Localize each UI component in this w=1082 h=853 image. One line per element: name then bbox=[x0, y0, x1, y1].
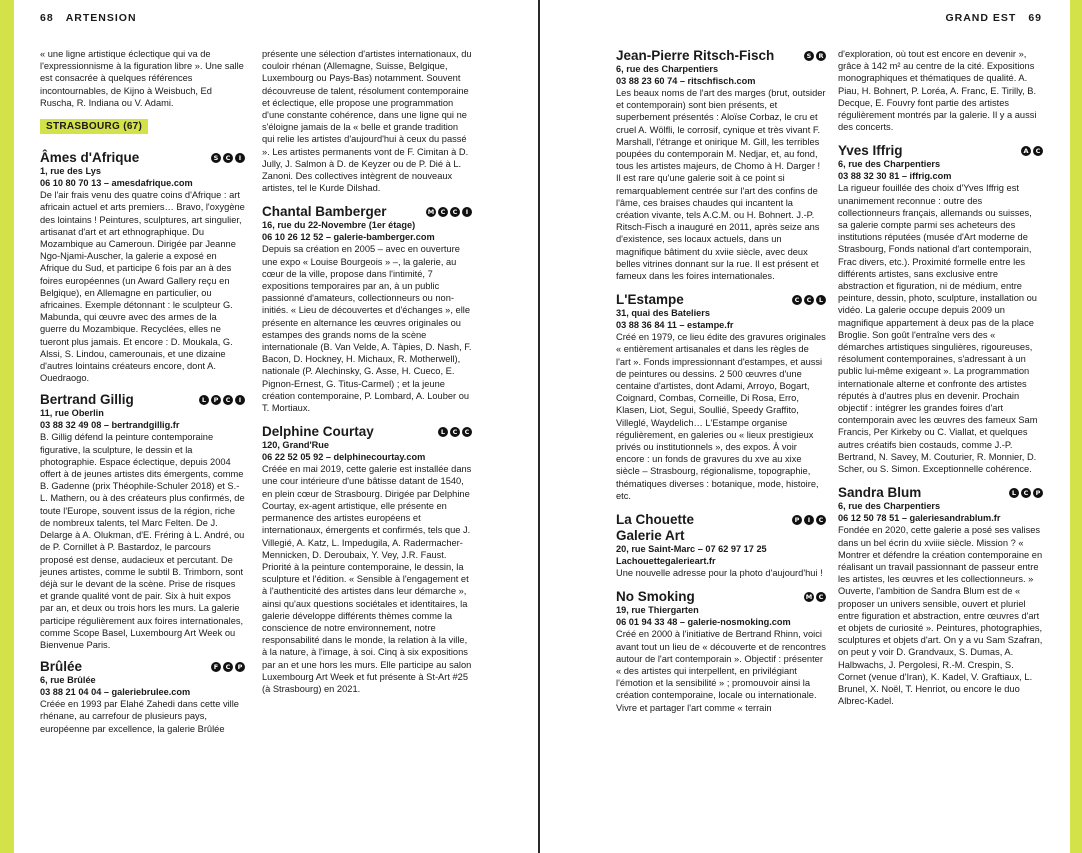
gallery-contact[interactable]: 03 88 36 84 11 – estampe.fr bbox=[616, 319, 734, 330]
sculpture-icon: S bbox=[804, 51, 814, 61]
left-margin-stripe bbox=[0, 0, 14, 853]
gallery-contact[interactable]: 03 88 32 49 08 – bertrandgillig.fr bbox=[40, 419, 180, 430]
raw-art-icon: R bbox=[816, 51, 826, 61]
multiple-icon: M bbox=[427, 208, 435, 217]
gallery-name-line-1: La Chouette bbox=[616, 512, 695, 528]
photography-icon: F bbox=[211, 662, 221, 672]
gallery-name: Brûlée bbox=[40, 659, 83, 675]
lithography-icon: L bbox=[816, 295, 826, 305]
gallery-description: De l'air frais venu des quatre coins d'Afrique : art africain actuel et arts premiers… Bravo, l'oxygène des lointains ! Peintures, sculptures, art singulier, artisanat d'art et art ethnographique. Du Mozambique au Cameroun. Dirigée par Jeanne Ngo-Njami-Auscher, la galerie a exposé en Afrique du Sud, et participe 6 fois par an à des foires européennes (un Award Gallery reçu en Belgique), en Allemagne en particulier, ou africaines. Exemple détonnant : le sculpteur G. Mabunda, qui œuvre avec des armes de la guerre du Mozambique. Recyclées, elles ne tueront plus jamais. Et encore : D. Moukala, G. Alssi, S. Lindou, camerounais, et une dizaine d'autres lointains créateurs encore, dont A. Ouedraogo. bbox=[40, 190, 245, 384]
gallery-description: Créé en 1979, ce lieu édite des gravures originales « entièrement artisanales et dans les règles de l'art ». Fonds impressionnant d'estampes, et aussi de peintures ou dessins. 2 500 œuvres d'une centaine d'artistes, dont Adami, Arroyo, Bogart, Coignard, Combas, Corneille, Di Rosa, Erro, Klasen, Liot, Segui, Soullié, Speedy Graffito, Villeglé, Waydelich… L'Estampe organise régulièrement, en galeries ou « lieux prestigieux privés ou institutionnels », des expos. À voir encore : un fonds de gravures du xve au xixe siècle – Strasbourg, régionalisme, topographie, thématiques diverses : botanique, mode, histoire, etc. bbox=[616, 332, 826, 501]
gallery-name: Bertrand Gillig bbox=[40, 392, 134, 408]
gallery-address: 31, quai des Bateliers bbox=[616, 308, 710, 319]
gallery-address: 11, rue Oberlin bbox=[40, 408, 104, 419]
gallery-name: Yves Iffrig bbox=[838, 143, 903, 159]
gallery-contact[interactable]: 06 10 80 70 13 – amesdafrique.com bbox=[40, 177, 193, 188]
gallery-name: Âmes d'Afrique bbox=[40, 150, 140, 166]
ceramics-icon: C bbox=[792, 295, 802, 305]
gallery-description: Créée en 1993 par Elahé Zahedi dans cette ville rhénane, au carrefour de plusieurs pays, européenne par excellence, la galerie Brûlée bbox=[40, 699, 239, 734]
ceramics-icon: C bbox=[438, 207, 448, 217]
gallery-contact[interactable]: Lachouettegalerieart.fr bbox=[616, 555, 716, 566]
category-icons bbox=[426, 207, 472, 217]
installation-icon: I bbox=[804, 515, 814, 525]
gallery-entry bbox=[262, 204, 472, 414]
category-icons bbox=[792, 515, 826, 525]
gallery-address: 20, rue Saint-Marc – 07 62 97 17 25 bbox=[616, 544, 767, 555]
column-1 bbox=[40, 48, 245, 735]
left-running-title: ARTENSION bbox=[65, 12, 137, 24]
ceramics-icon: C bbox=[223, 662, 233, 672]
multiple-icon: M bbox=[805, 593, 813, 602]
gallery-entry bbox=[40, 150, 245, 384]
gallery-address: 6, rue Brûlée bbox=[40, 675, 96, 686]
right-running-title: GRAND EST bbox=[945, 12, 1017, 24]
gallery-entry bbox=[616, 292, 826, 502]
sculpture-icon: S bbox=[211, 153, 221, 163]
gallery-contact[interactable]: 03 88 32 30 81 – iffrig.com bbox=[838, 170, 952, 181]
gallery-name: L'Estampe bbox=[616, 292, 684, 308]
gallery-contact[interactable]: 06 01 94 33 48 – galerie-nosmoking.com bbox=[616, 616, 791, 627]
gallery-name: No Smoking bbox=[616, 589, 695, 605]
left-page-number: 68 bbox=[40, 12, 54, 24]
painting-icon: P bbox=[211, 395, 221, 405]
ceramics-icon: C bbox=[223, 153, 233, 163]
gallery-address: 120, Grand'Rue bbox=[262, 440, 330, 451]
section-heading: STRASBOURG (67) bbox=[40, 119, 148, 134]
continued-text: d'exploration, où tout est encore en devenir », grâce à 142 m² au centre de la cité. Expositions monographiques et thématiques de qualité. A. Piau, H. Bohnert, P. Loréa, A. Franc, E. Tirilly, B. Decque, E. Fouvry font partie des artistes régulièrement montrés par la galerie. Il y a aussi des concerts. bbox=[838, 49, 1037, 133]
category-icons bbox=[1009, 488, 1043, 498]
gallery-address: 1, rue des Lys bbox=[40, 166, 101, 177]
painting-icon: P bbox=[1033, 488, 1043, 498]
category-icons bbox=[211, 662, 245, 672]
column-2 bbox=[262, 48, 472, 695]
gallery-entry bbox=[40, 392, 245, 651]
ceramics-icon: C bbox=[816, 515, 826, 525]
gallery-address: 16, rue du 22-Novembre (1er étage) bbox=[262, 220, 416, 231]
gallery-contact[interactable]: 03 88 23 60 74 – ritschfisch.com bbox=[616, 75, 756, 86]
installation-icon: I bbox=[235, 395, 245, 405]
right-page-number: 69 bbox=[1028, 12, 1042, 24]
ceramics-icon: C bbox=[450, 427, 460, 437]
lithography-icon: L bbox=[199, 395, 209, 405]
right-folio bbox=[945, 12, 1042, 24]
gallery-address: 6, rue des Charpentiers bbox=[838, 159, 941, 170]
gallery-name: Chantal Bamberger bbox=[262, 204, 387, 220]
gallery-description: Les beaux noms de l'art des marges (brut, outsider et contemporain) sont bien présents, et superbement présentés : Aloïse Corbaz, le cru et cruel A. Wölfli, le corrosif, cynique et très vivant F. Marshall, l'étrange et onirique M. Gill, les terribles poupées du contemporain M. Nedjar, et, au fond, tous les artistes majeurs, de Chomo à H. Darger ! Il est rare qu'une galerie soit à ce point si remarquablement centrée sur l'art des confins de l'âme, ces braises chaudes qui incantent la création vivante, tels A.C.M. ou H. Bohnert. J.-P. Ritsch-Fisch a inauguré en 2011, après seize ans d'existence, ses locaux actuels, dans un magnifique bâtiment du xviie siècle, avec deux belles vitrines donnant sur la rue. Il est présent et fameux dans les foires internationales. bbox=[616, 88, 826, 282]
right-margin-stripe bbox=[1070, 0, 1082, 853]
left-folio bbox=[40, 12, 137, 24]
ceramics-icon: C bbox=[1021, 488, 1031, 498]
book-gutter bbox=[538, 0, 540, 853]
gallery-description: Une nouvelle adresse pour la photo d'aujourd'hui ! bbox=[616, 568, 823, 579]
installation-icon: I bbox=[462, 207, 472, 217]
abstract-art-icon: A bbox=[1021, 146, 1031, 156]
collage-icon: C bbox=[804, 295, 814, 305]
collage-icon: C bbox=[450, 207, 460, 217]
category-icons bbox=[211, 153, 245, 163]
gallery-name: Delphine Courtay bbox=[262, 424, 374, 440]
ceramics-icon: C bbox=[223, 395, 233, 405]
column-3 bbox=[616, 48, 826, 714]
collage-icon: C bbox=[462, 427, 472, 437]
gallery-description: Créé en 2000 à l'initiative de Bertrand Rhinn, voici avant tout un lieu de « découverte et de rencontres autour de l'art contemporain ». Objectif : présenter « des artistes qui interpellent, en privilégiant l'émotion et la sensibilité » ; promouvoir ainsi la création contemporaine, locale ou internationale. Vivre et partager l'art comme « terrain bbox=[616, 629, 826, 713]
lithography-icon: L bbox=[438, 427, 448, 437]
ceramics-icon: C bbox=[816, 592, 826, 602]
category-icons bbox=[792, 295, 826, 305]
gallery-entry bbox=[838, 143, 1043, 475]
gallery-entry bbox=[616, 48, 826, 282]
gallery-address: 6, rue des Charpentiers bbox=[616, 64, 719, 74]
ceramics-icon: C bbox=[1033, 146, 1043, 156]
category-icons bbox=[199, 395, 245, 405]
gallery-entry bbox=[616, 589, 826, 713]
gallery-contact[interactable]: 03 88 21 04 04 – galeriebrulee.com bbox=[40, 686, 191, 697]
gallery-contact[interactable]: 06 22 52 05 92 – delphinecourtay.com bbox=[262, 451, 426, 462]
category-icons bbox=[804, 592, 826, 602]
gallery-description: La rigueur fouillée des choix d'Yves Iffrig est unanimement reconnue : outre des collectionneurs français, allemands ou suisses, sa galerie compte parmi ses acheteurs des institutions réputées (musée d'Art moderne de Strasbourg, Fonds national d'art contemporain, Frac divers, etc.). Proximité formelle entre les différents artistes, sans exclusive entre abstraction et figuration, ni de médium, entre peinture, dessin, photo, sculpture, installation ou vidéo. La galerie occupe depuis 2009 un magnifique appartement à deux pas de la place Broglie. Son goût l'entraîne vers des « démarches artistiques singulières, rigoureuses, résolument contemporaines, s'adressant à un public lui-même exigeant ». La programmation internationale alterne et confronte des artistes réputés à d'autres plus en devenir. Prochain objectif : intégrer les grandes foires d'art contemporain avec les œuvres des fameux Sam Francis, Per Kirkeby ou C. Viallat, et quelques autres créatifs bien costauds, comme J.-P. Bertrand, N. Savey, M. Couturier, R. Monnier, D. Scher, ou S. Simon. Exceptionnelle cohérence. bbox=[838, 183, 1038, 475]
lithography-icon: L bbox=[1009, 488, 1019, 498]
intro-text: « une ligne artistique éclectique qui va de l'expressionnisme à la figuration libre ». Une salle est consacrée à quelques références incontournables, de Kijno à Weisbuch, Ed Ruscha, R. Indiana ou V. Adami. bbox=[40, 49, 244, 108]
gallery-address: 6, rue des Charpentiers bbox=[838, 501, 941, 512]
gallery-description: Fondée en 2020, cette galerie a posé ses valises dans un bel écrin du xviiie siècle. Mission ? « Montrer et défendre la création contemporaine en réalisant un travail passionnant de passeur entre les artistes, les œuvres et les collectionneurs. » Ouverte, l'ambition de Sandra Blum est de « proposer un univers sensible, ouvert et pluriel entre figuration et abstraction, entre œuvres d'art et objets de curiosité ». Peintures, photographies, sculptures et objets d'art. On y a vu Sam Szafran, on peut y voir D. Grandvaux, S. Dumas, A. Halbwachs, J. Pergolesi, R.-M. Crespin, S. Cornet (venue d'Iran), K. Kadel, V. Graftiaux, L. Brunel, X. Noël, T. Henriot, ou encore le duo Albrec-Kadel. bbox=[838, 525, 1043, 707]
gallery-contact[interactable]: 06 12 50 78 51 – galeriesandrablum.fr bbox=[838, 512, 1001, 523]
gallery-entry bbox=[838, 485, 1043, 707]
category-icons bbox=[804, 51, 826, 61]
category-icons bbox=[1021, 146, 1043, 156]
gallery-entry bbox=[40, 659, 245, 735]
photography-icon: P bbox=[792, 515, 802, 525]
gallery-entry bbox=[262, 424, 472, 695]
column-4 bbox=[838, 48, 1043, 707]
installation-icon: I bbox=[235, 153, 245, 163]
painting-icon: P bbox=[235, 662, 245, 672]
gallery-name: Jean-Pierre Ritsch-Fisch bbox=[616, 48, 775, 63]
gallery-name: Sandra Blum bbox=[838, 485, 922, 501]
gallery-entry bbox=[616, 512, 826, 579]
category-icons bbox=[438, 427, 472, 437]
gallery-address: 19, rue Thiergarten bbox=[616, 605, 699, 616]
gallery-contact[interactable]: 06 10 26 12 52 – galerie-bamberger.com bbox=[262, 231, 435, 242]
gallery-name-line-2: Galerie Art bbox=[616, 528, 685, 544]
gallery-name bbox=[616, 512, 694, 544]
continued-text: présente une sélection d'artistes internationaux, du couloir rhénan (Allemagne, Suisse, Belgique, Luxembourg ou Pays-Bas) notamment. Souvent découvreuse de talent, résolument contemporaine et éclectique, elle propose une programmation d'une constante cohérence, dans une ligne qui ne s'éloigne jamais de la « belle et grande tradition qui relie les artistes d'aujourd'hui à ceux du passé ». Les artistes permanents vont de F. Cimitan à D. Jully, J. Salmon à D. de Keyzer ou de P. Dié à L. Zanoni. Des collectives intègrent de nouveaux artistes, tel le Kurde Dilshad. bbox=[262, 49, 472, 194]
gallery-description: Depuis sa création en 2005 – avec en ouverture une expo « Louise Bourgeois » –, la galerie, au cœur de la ville, propose dans l'intimité, 7 expositions temporaires par an, à un public passionné d'amateurs, collectionneurs ou non-initiés. « Lieu de découvertes et d'échanges », elle présente en alternance les œuvres originales ou estampes des grands noms de la scène internationale (B. Van Velde, A. Tàpies, D. Nash, F. Bacon, D. Hockney, H. Michaux, R. Motherwell), nationale (P. Alechinsky, G. Asse, H. Cueco, E. Pignon-Ernest, G. Titus-Carmel) ; et la jeune création contemporaine, P. Lombard, A. Louber ou T. Mortiaux. bbox=[262, 244, 472, 414]
gallery-description: B. Gillig défend la peinture contemporaine figurative, la sculpture, le dessin et la photographie. Espace éclectique, depuis 2004 offert à de jeunes artistes dits émergents, comme B. Gadenne (prix Théophile-Schuler 2018) et S.-L. Mathern, ou à des créateurs plus confirmés, de toute l'Europe, souvent issus de la région, riche de nombreux talents, tel Marc Felten. De J. Delarge à A. Olukman, d'E. Fréring à L. André, ou de P. Cornillet à P. Bastardoz, le parcours proposé est dense, audacieux et percutant. De jeunes artistes, comme le subtil B. Trimborn, sont déjà sur le devant de la scène. Prise de risques et grande qualité vont de pair. Six à huit expos par an, et deux ou trois hors les murs. La galerie participe régulièrement aux foires internationales, comme Scope Basel, Luxembourg Art Week ou Bienvenue Paris. bbox=[40, 432, 245, 650]
gallery-description: Créée en mai 2019, cette galerie est installée dans une cour intérieure d'une bâtisse datant de 1540, en plein cœur de Strasbourg. Dirigée par Delphine Courtay, ex-agent artistique, elle présente en permanence des artistes européens et internationaux, émergents et confirmés, tels que J. Villegié, A. Katz, L. Impedugila, A. Radermacher-Mennicken, D. Deroubaix, Y. Vey, J.R. Faust. Priorité à la peinture contemporaine, le dessin, la sculpture et l'édition. « Sensible à l'engagement et à l'authenticité des artistes dans leur démarche », ainsi qu'aux questions sociétales et identitaires, la galerie développe différents thèmes comme la conscience de notre environnement, notre responsabilité dans le monde, la relation à la ville, à la nature, à l'image, à soi. Cinq à six expositions par an et une hors les murs. Elle participe au salon Luxembourg Art Week et fut présente à St-Art #25 (à Strasbourg) en 2021. bbox=[262, 464, 472, 694]
